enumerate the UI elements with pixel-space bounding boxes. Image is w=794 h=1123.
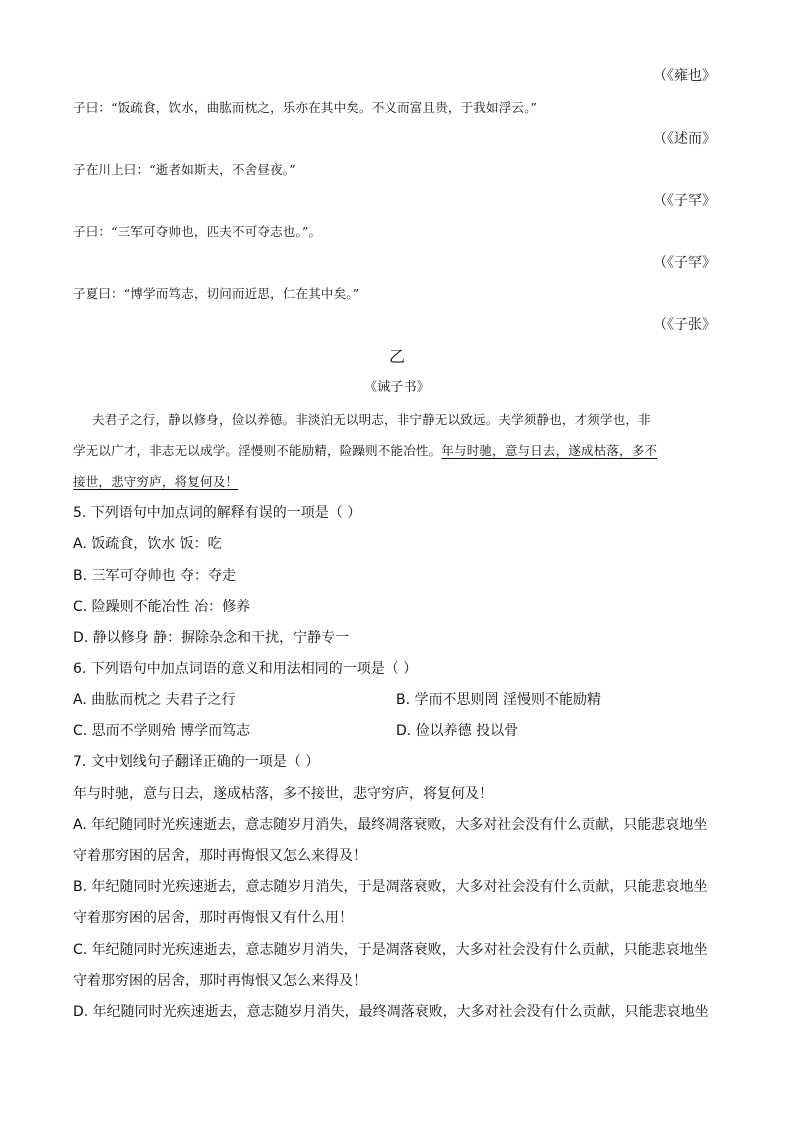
q7-option-c-line-2: 守着那穷困的居舍，那时再悔恨又怎么来得及！ xyxy=(73,973,367,989)
passage-line-1: 夫君子之行，静以修身，俭以养德。非淡泊无以明志，非宁静无以致远。夫学须静也，才须学也，非 xyxy=(92,412,651,427)
q6-option-c: C. 思而不学则殆 博学而笃志 xyxy=(73,723,251,739)
q5-option-c: C. 险躁则不能冶性 冶：修养 xyxy=(73,599,251,615)
quote-zihan-1: 子在川上曰：“逝者如斯夫，不舍昼夜。” xyxy=(73,162,296,177)
q7-option-c-line-1: C. 年纪随同时光疾速逝去，意志随岁月消失，于是凋落衰败，大多对社会没有什么贡献，只能悲哀地坐 xyxy=(73,942,708,958)
q5-option-a: A. 饭疏食，饮水 饭：吃 xyxy=(73,536,222,552)
passage-line-3 xyxy=(73,472,718,492)
q5-stem: 5. 下列语句中加点词的解释有误的一项是（ ） xyxy=(73,505,362,521)
q7-option-a-line-2: 守着那穷困的居舍，那时再悔恨又怎么来得及！ xyxy=(73,848,367,864)
section-title: 《诫子书》 xyxy=(363,380,430,395)
quote-source-zihan-1: （《子罕》 xyxy=(653,193,716,209)
q7-stem: 7. 文中划线句子翻译正确的一项是（ ） xyxy=(73,754,320,770)
q5-option-d: D. 静以修身 静：摒除杂念和干扰，宁静专一 xyxy=(73,630,350,646)
passage-line-2-plain: 学无以广才，非志无以成学。淫慢则不能励精，险躁则不能冶性。 xyxy=(73,443,442,458)
quote-zizhang: 子夏曰：“博学而笃志，切问而近思，仁在其中矣。” xyxy=(73,286,360,301)
q6-option-d: D. 俭以养德 投以骨 xyxy=(396,723,519,739)
q7-option-b-line-1: B. 年纪随同时光疾速逝去，意志随岁月消失，于是凋落衰败，大多对社会没有什么贡献，只能悲哀地坐 xyxy=(73,879,708,895)
quote-shuer: 子曰：“饭疏食，饮水，曲肱而枕之，乐亦在其中矣。不义而富且贵，于我如浮云。” xyxy=(73,100,538,115)
q7-option-a-line-1: A. 年纪随同时光疾速逝去，意志随岁月消失，最终凋落衰败，大多对社会没有什么贡献，只能悲哀地坐 xyxy=(73,817,708,833)
q5-option-b: B. 三军可夺帅也 夺：夺走 xyxy=(73,568,236,584)
quote-source-shuer: （《述而》 xyxy=(653,131,716,147)
quote-source-zizhang: （《子张》 xyxy=(653,317,716,333)
quote-source-yongye: （《雍也》 xyxy=(653,68,716,84)
q6-option-b: B. 学而不思则罔 淫慢则不能励精 xyxy=(396,692,601,708)
q7-sentence: 年与时驰，意与日去，遂成枯落，多不接世，悲守穷庐，将复何及！ xyxy=(73,786,493,802)
passage-line-2 xyxy=(73,441,718,461)
passage-underlined-sentence-part-1: 年与时驰，意与日去，遂成枯落，多不 xyxy=(441,443,658,458)
quote-source-zihan-2: （《子罕》 xyxy=(653,255,716,271)
section-label: 乙 xyxy=(388,347,405,366)
passage-underlined-sentence-part-2: 接世，悲守穷庐，将复何及！ xyxy=(73,474,239,489)
quote-zihan-2: 子曰：“三军可夺帅也，匹夫不可夺志也。”。 xyxy=(73,224,322,239)
q7-option-d-line-1: D. 年纪随同时光疾速逝去，意志随岁月消失，最终凋落衰败，大多对社会没有什么贡献，只能悲哀地坐 xyxy=(73,1004,709,1020)
q7-option-b-line-2: 守着那穷困的居舍，那时再悔恨又有什么用！ xyxy=(73,910,353,926)
q6-stem: 6. 下列语句中加点词语的意义和用法相同的一项是（ ） xyxy=(73,661,418,677)
q6-option-a: A. 曲肱而枕之 夫君子之行 xyxy=(73,692,236,708)
